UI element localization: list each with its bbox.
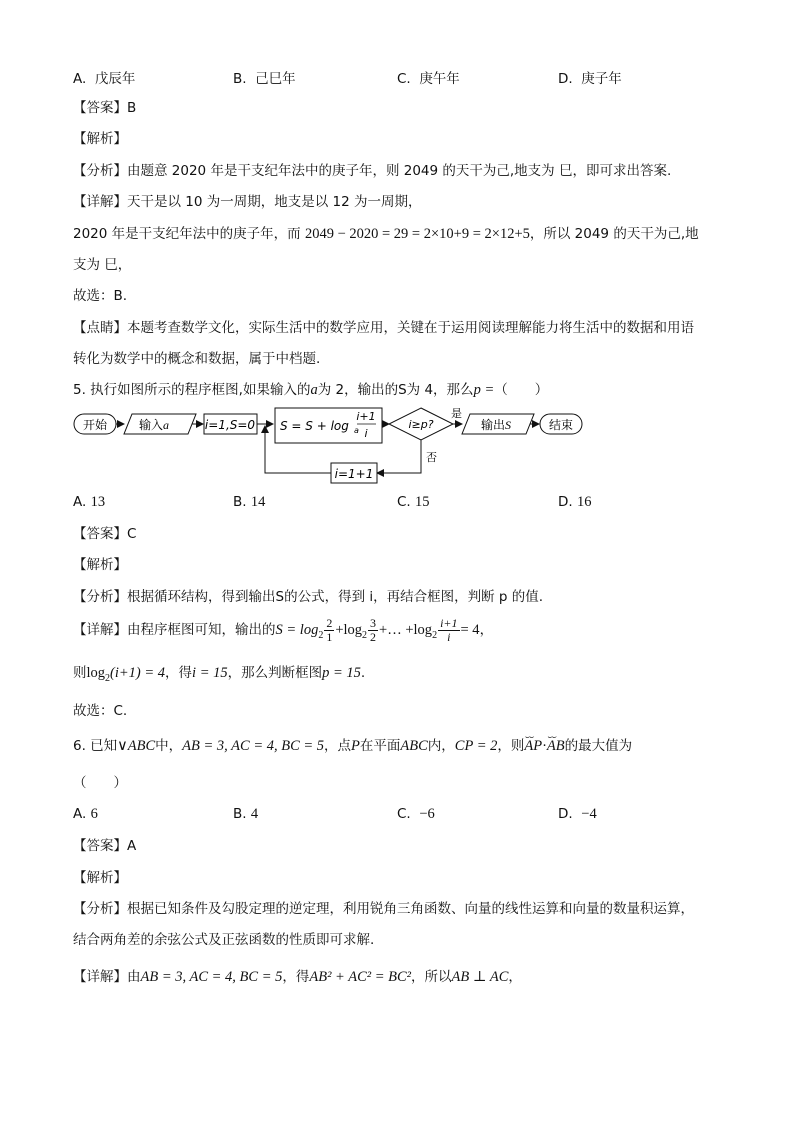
svg-text:i: i: [364, 427, 368, 440]
q4-option-d: D. 庚子年: [558, 71, 622, 87]
svg-text:结束: 结束: [548, 418, 574, 432]
q5-option-a: A. 13: [73, 494, 106, 510]
svg-text:i=1+1: i=1+1: [334, 467, 374, 481]
svg-text:输入a: 输入a: [138, 418, 170, 432]
flow-output: [462, 414, 534, 434]
flow-no-label: 否: [426, 451, 437, 464]
flow-input: [124, 414, 196, 434]
q6-jiexi-heading: 【解析】: [73, 870, 127, 886]
q5-option-b: B. 14: [233, 494, 266, 510]
q5-xiangjie: 【详解】由程序框图可知，输出的$S = \log_2$ $\frac{2}{1}$ $+\log_2$ $\frac{3}{2}$ +… $+\log_2$ $\frac{i+1}{i}$ = 4，: [73, 615, 494, 644]
q6-option-c: C. −6: [397, 806, 435, 822]
flow-increment: [331, 463, 377, 483]
q4-option-c: C. 庚午年: [397, 71, 460, 87]
flow-process: [275, 408, 382, 443]
q4-dianjing-line2: 转化为数学中的概念和数据，属于中档题.: [73, 351, 321, 367]
svg-text:输出S: 输出S: [480, 418, 512, 432]
q4-option-a: A. 戊辰年: [73, 71, 136, 87]
flow-yes-label: 是: [451, 407, 462, 420]
q6-option-a: A. 6: [73, 806, 98, 822]
q6-fenxi-line1: 【分析】根据已知条件及勾股定理的逆定理，利用锐角三角函数、向量的线性运算和向量的数量积运算，: [73, 901, 694, 917]
q4-xiangjie-line1: 【详解】天干是以 10 为一周期，地支是以 12 为一周期，: [73, 194, 422, 210]
q5-guxuan: 故选：C.: [73, 703, 128, 719]
q4-dianjing-line1: 【点睛】本题考查数学文化，实际生活中的数学应用，关键在于运用阅读理解能力将生活中的数据和用语: [73, 320, 694, 336]
svg-text:i≥p?: i≥p?: [408, 418, 434, 431]
q5-flowchart: [70, 403, 590, 488]
flow-decision: [389, 408, 453, 440]
svg-text:开始: 开始: [82, 418, 108, 432]
q6-stem-line1: 6. 已知∨ABC中，AB = 3, AC = 4, BC = 5，点P在平面ABC内，CP = 2，则⌣⌣ AP·⌣⌣ AB的最大值为: [73, 737, 632, 755]
q4-option-b: B. 己巳年: [233, 71, 296, 87]
q4-answer: 【答案】B: [73, 100, 137, 116]
q4-guxuan: 故选：B.: [73, 288, 128, 304]
svg-text:a: a: [354, 426, 359, 435]
q5-option-c: C. 15: [397, 494, 430, 510]
q5-jiexi-heading: 【解析】: [73, 557, 127, 573]
svg-text:S = S + log: S = S + log: [280, 419, 349, 433]
flow-start: [74, 414, 116, 434]
q4-xiangjie-line2: 2020 年是干支纪年法中的庚子年，而 2049 − 2020 = 29 = 2×10+9 = 2×12+5，所以 2049 的天干为己,地: [73, 226, 699, 242]
svg-text:i+1: i+1: [356, 410, 376, 423]
q5-stem: 5. 执行如图所示的程序框图,如果输入的a为 2，输出的S为 4，那么p =（ ）: [73, 382, 549, 398]
q5-option-d: D. 16: [558, 494, 592, 510]
svg-text:i=1,S=0: i=1,S=0: [204, 418, 256, 432]
q4-xiangjie-line3: 支为 巳，: [73, 257, 132, 273]
flow-init: [204, 414, 257, 434]
q6-option-b: B. 4: [233, 806, 259, 822]
q6-stem-line2: （ ）: [73, 775, 127, 791]
q4-fenxi: 【分析】由题意 2020 年是干支纪年法中的庚子年，则 2049 的天干为己,地支为 巳，即可求出答案.: [73, 163, 672, 179]
q5-fenxi: 【分析】根据循环结构，得到输出S的公式，得到 i，再结合框图，判断 p 的值.: [73, 589, 544, 605]
flow-end: [540, 414, 582, 434]
q4-jiexi-heading: 【解析】: [73, 131, 127, 147]
q6-option-d: D. −4: [558, 806, 597, 822]
q5-xiangjie-line2: 则$\log_2(i+1) = 4$，得i = 15，那么判断框图p = 15.: [73, 665, 366, 684]
q6-xiangjie: 【详解】由AB = 3, AC = 4, BC = 5，得AB² + AC² = BC²，所以AB ⊥ AC，: [73, 969, 522, 985]
q6-answer: 【答案】A: [73, 838, 137, 854]
q6-fenxi-line2: 结合两角差的余弦公式及正弦函数的性质即可求解.: [73, 932, 375, 948]
q5-answer: 【答案】C: [73, 526, 137, 542]
